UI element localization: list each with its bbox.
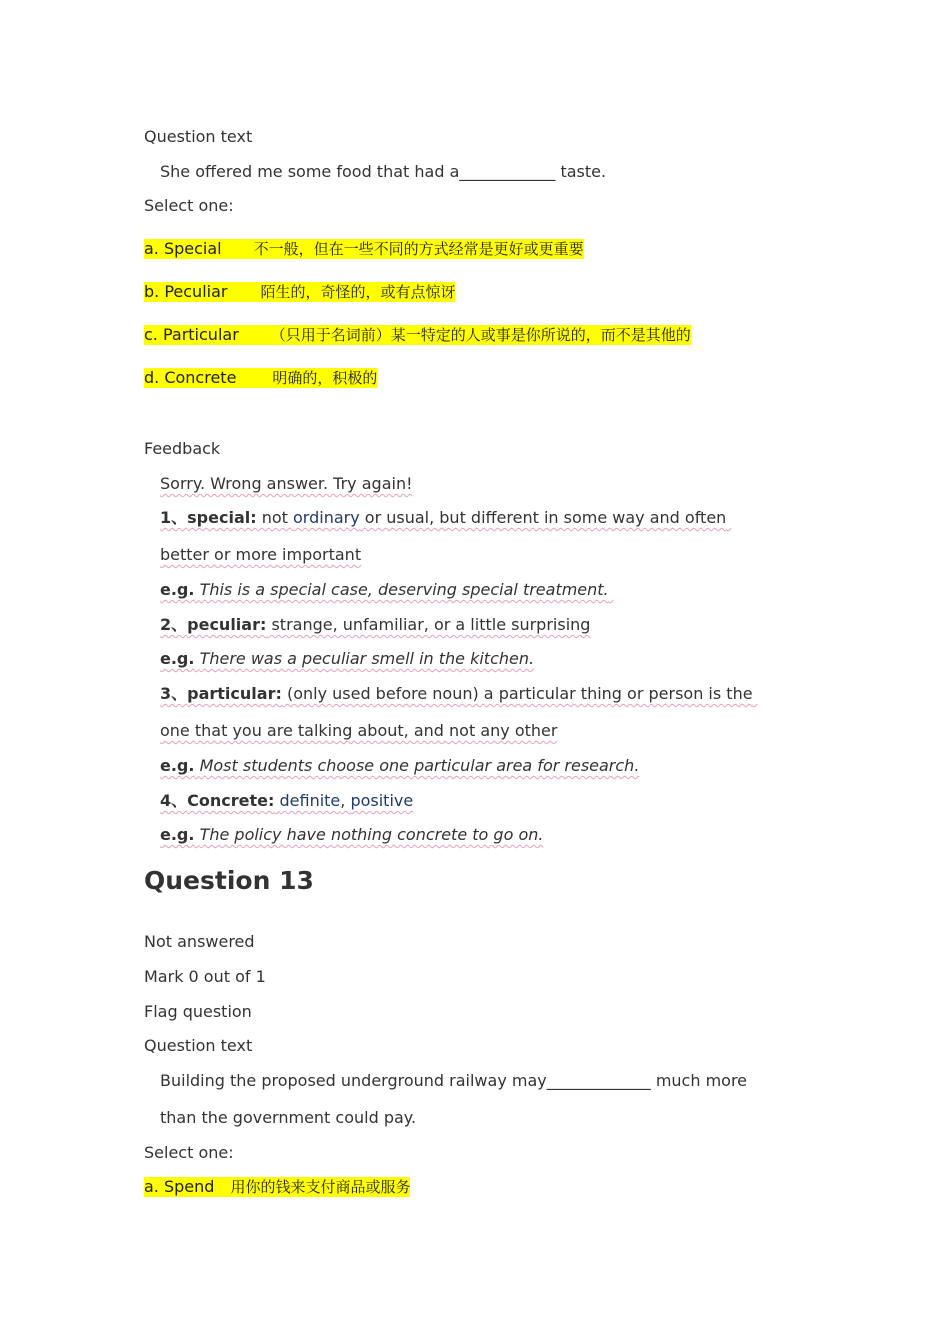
eg-label-2: e.g. <box>160 649 195 668</box>
question-13-title: Question 13 <box>144 866 314 895</box>
question-prompt: She offered me some food that had a____________ taste. <box>160 162 607 181</box>
option-d-chinese: 明确的，积极的 <box>272 369 378 387</box>
feedback-item-3-cont <box>160 721 557 741</box>
example-4 <box>160 825 543 845</box>
item-1-pre: not <box>256 508 293 527</box>
example-3-text: Most students choose one particular area for research. <box>199 756 640 775</box>
question-13-select-label: Select one: <box>144 1143 234 1162</box>
ordinary-link[interactable]: ordinary <box>293 508 360 527</box>
item-3-number: 3、 <box>160 684 188 703</box>
feedback-intro-text: Sorry. Wrong answer. Try again! <box>160 474 413 493</box>
question-13-text-label: Question text <box>144 1036 253 1055</box>
example-4-text: The policy have nothing concrete to go on. <box>199 825 544 844</box>
item-4-number: 4、 <box>160 791 188 810</box>
option-b[interactable] <box>144 282 455 302</box>
option-a-chinese: 不一般，但在一些不同的方式经常是更好或更重要 <box>253 240 584 258</box>
option-c-highlight <box>144 325 691 345</box>
question-13-prompt-line-1: Building the proposed underground railway may_____________ much more <box>160 1071 748 1090</box>
eg-label-1: e.g. <box>160 580 195 599</box>
item-4-sep: , <box>340 791 351 810</box>
option-b-letter: b. Peculiar <box>144 282 228 301</box>
option-d-letter: d. Concrete <box>144 368 237 387</box>
item-3-cont-text: one that you are talking about, and not any other <box>160 721 558 740</box>
option-a-highlight <box>144 239 584 259</box>
feedback-item-3 <box>160 684 758 704</box>
option-a[interactable] <box>144 239 584 259</box>
q13-option-a[interactable] <box>144 1177 410 1197</box>
item-2-def: strange, unfamiliar, or a little surprising <box>266 615 591 634</box>
option-d[interactable] <box>144 368 377 388</box>
feedback-label: Feedback <box>144 439 221 458</box>
example-1 <box>160 580 614 600</box>
eg-label-3: e.g. <box>160 756 195 775</box>
eg-label-4: e.g. <box>160 825 195 844</box>
feedback-item-1-cont <box>160 545 361 565</box>
mark-info: Mark 0 out of 1 <box>144 967 266 986</box>
select-one-label: Select one: <box>144 196 234 215</box>
question-text-label: Question text <box>144 127 253 146</box>
option-a-letter: a. Special <box>144 239 222 258</box>
item-1-number: 1、 <box>160 508 188 527</box>
feedback-item-1 <box>160 508 731 528</box>
option-c-letter: c. Particular <box>144 325 239 344</box>
q13-option-a-letter: a. Spend <box>144 1177 215 1196</box>
option-d-highlight <box>144 368 377 388</box>
positive-link[interactable]: positive <box>350 791 414 810</box>
item-1-cont-text: better or more important <box>160 545 362 564</box>
option-b-chinese: 陌生的，奇怪的，或有点惊讶 <box>260 283 456 301</box>
item-4-term: Concrete: <box>187 791 275 810</box>
option-c-chinese: （只用于名词前）某一特定的人或事是你所说的，而不是其他的 <box>270 326 691 344</box>
definite-link[interactable]: definite <box>279 791 341 810</box>
example-2 <box>160 649 534 669</box>
feedback-item-2 <box>160 615 590 635</box>
example-1-text: This is a special case, deserving special treatment. <box>199 580 609 599</box>
answer-status: Not answered <box>144 932 255 951</box>
example-2-text: There was a peculiar smell in the kitchen. <box>199 649 535 668</box>
flag-question-link[interactable]: Flag question <box>144 1002 252 1021</box>
item-3-term: particular: <box>187 684 282 703</box>
item-2-term: peculiar: <box>187 615 267 634</box>
option-b-highlight <box>144 282 455 302</box>
feedback-item-4 <box>160 791 413 811</box>
item-2-number: 2、 <box>160 615 188 634</box>
example-3 <box>160 756 639 776</box>
q13-option-a-chinese: 用你的钱来支付商品或服务 <box>230 1178 411 1196</box>
question-13-prompt-line-2: than the government could pay. <box>160 1108 417 1127</box>
option-c[interactable] <box>144 325 691 345</box>
item-1-rest: or usual, but different in some way and often <box>359 508 727 527</box>
item-1-term: special: <box>187 508 257 527</box>
item-3-def: (only used before noun) a particular thing or person is the <box>281 684 753 703</box>
feedback-intro <box>160 474 413 494</box>
q13-option-a-highlight <box>144 1177 410 1197</box>
